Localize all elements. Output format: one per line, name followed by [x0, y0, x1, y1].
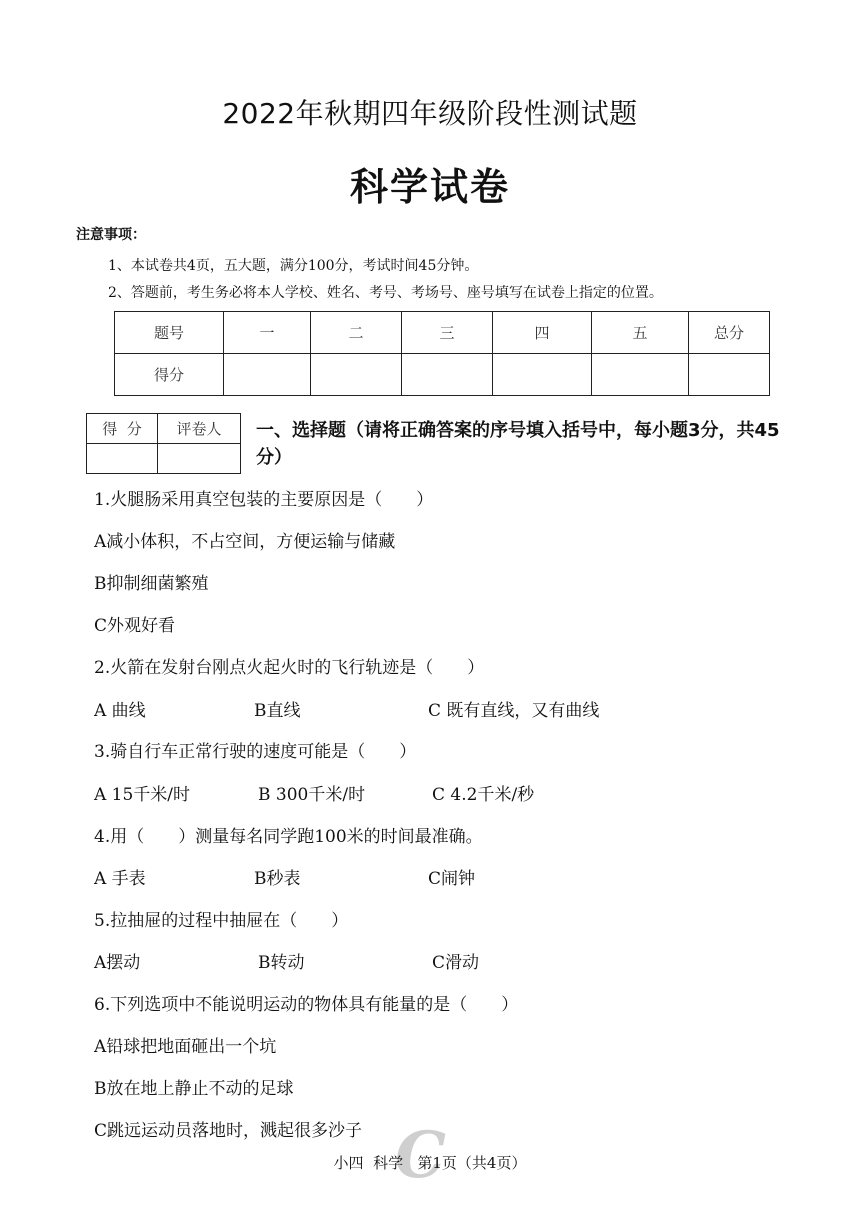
question-6-option-b: B放在地上静止不动的足球 [94, 1079, 294, 1099]
score-table-header-row [115, 312, 770, 354]
section-heading: 一、选择题（请将正确答案的序号填入括号中，每小题3分，共45分） [256, 420, 780, 468]
score-table-column: 五 [592, 312, 689, 354]
question-4: 4.用（ ）测量每名同学跑100米的时间最准确。 [94, 827, 483, 847]
question-5-options [94, 948, 794, 972]
question-3-option-c: C 4.2千米/秒 [432, 785, 535, 805]
score-table-column: 一 [224, 312, 311, 354]
question-6-option-c: C跳远运动员落地时，溅起很多沙子 [94, 1121, 363, 1141]
question-2-options [94, 696, 794, 720]
notice-item: 1、本试卷共4页，五大题，满分100分，考试时间45分钟。 [108, 258, 479, 274]
score-table-column: 二 [311, 312, 402, 354]
grader-box [86, 413, 241, 474]
question-4-option-c: C闹钟 [428, 869, 476, 889]
score-table [114, 311, 770, 396]
question-1-option-a: A减小体积，不占空间，方便运输与储藏 [94, 532, 396, 552]
question-5-option-c: C滑动 [432, 953, 480, 973]
question-5-option-b: B转动 [258, 953, 305, 973]
score-cell[interactable] [689, 354, 770, 396]
score-cell[interactable] [402, 354, 493, 396]
question-5: 5.拉抽屉的过程中抽屉在（ ） [94, 911, 349, 931]
question-2-option-c: C 既有直线，又有曲线 [428, 701, 600, 721]
question-3-option-b: B 300千米/时 [258, 785, 366, 805]
question-1-option-c: C外观好看 [94, 616, 176, 636]
score-table-score-row [115, 354, 770, 396]
score-cell[interactable] [592, 354, 689, 396]
grader-name-cell[interactable] [158, 444, 241, 474]
score-cell[interactable] [224, 354, 311, 396]
score-table-row-label: 得分 [115, 354, 224, 396]
page-footer [0, 1152, 860, 1173]
question-6-option-a: A铅球把地面砸出一个坑 [94, 1037, 277, 1057]
score-table-column: 四 [493, 312, 592, 354]
question-3-options [94, 780, 794, 804]
question-3-option-a: A 15千米/时 [94, 785, 191, 805]
question-5-option-a: A摆动 [94, 953, 141, 973]
question-2: 2.火箭在发射台刚点火起火时的飞行轨迹是（ ） [94, 658, 485, 678]
notice-heading: 注意事项： [76, 227, 146, 243]
score-cell[interactable] [311, 354, 402, 396]
page-footer-text: 小四 科学 第1页（共4页） [333, 1154, 527, 1172]
question-6: 6.下列选项中不能说明运动的物体具有能量的是（ ） [94, 995, 519, 1015]
question-2-option-a: A 曲线 [94, 701, 146, 721]
exam-subtitle: 科学试卷 [349, 165, 510, 209]
question-4-option-a: A 手表 [94, 869, 146, 889]
question-4-options [94, 864, 794, 888]
grader-score-label: 得 分 [87, 414, 158, 444]
notice-item: 2、答题前，考生务必将本人学校、姓名、考号、考场号、座号填写在试卷上指定的位置。 [108, 285, 663, 301]
question-2-option-b: B直线 [254, 701, 301, 721]
grader-name-label: 评卷人 [158, 414, 241, 444]
exam-title: 2022年秋期四年级阶段性测试题 [222, 97, 638, 130]
score-table-row-label: 题号 [115, 312, 224, 354]
question-1-option-b: B抑制细菌繁殖 [94, 574, 209, 594]
score-cell[interactable] [493, 354, 592, 396]
score-table-column: 三 [402, 312, 493, 354]
score-table-column: 总分 [689, 312, 770, 354]
grader-score-cell[interactable] [87, 444, 158, 474]
question-3: 3.骑自行车正常行驶的速度可能是（ ） [94, 742, 417, 762]
question-4-option-b: B秒表 [254, 869, 301, 889]
watermark-letter: C [395, 1118, 446, 1193]
question-1: 1.火腿肠采用真空包装的主要原因是（ ） [94, 490, 434, 510]
